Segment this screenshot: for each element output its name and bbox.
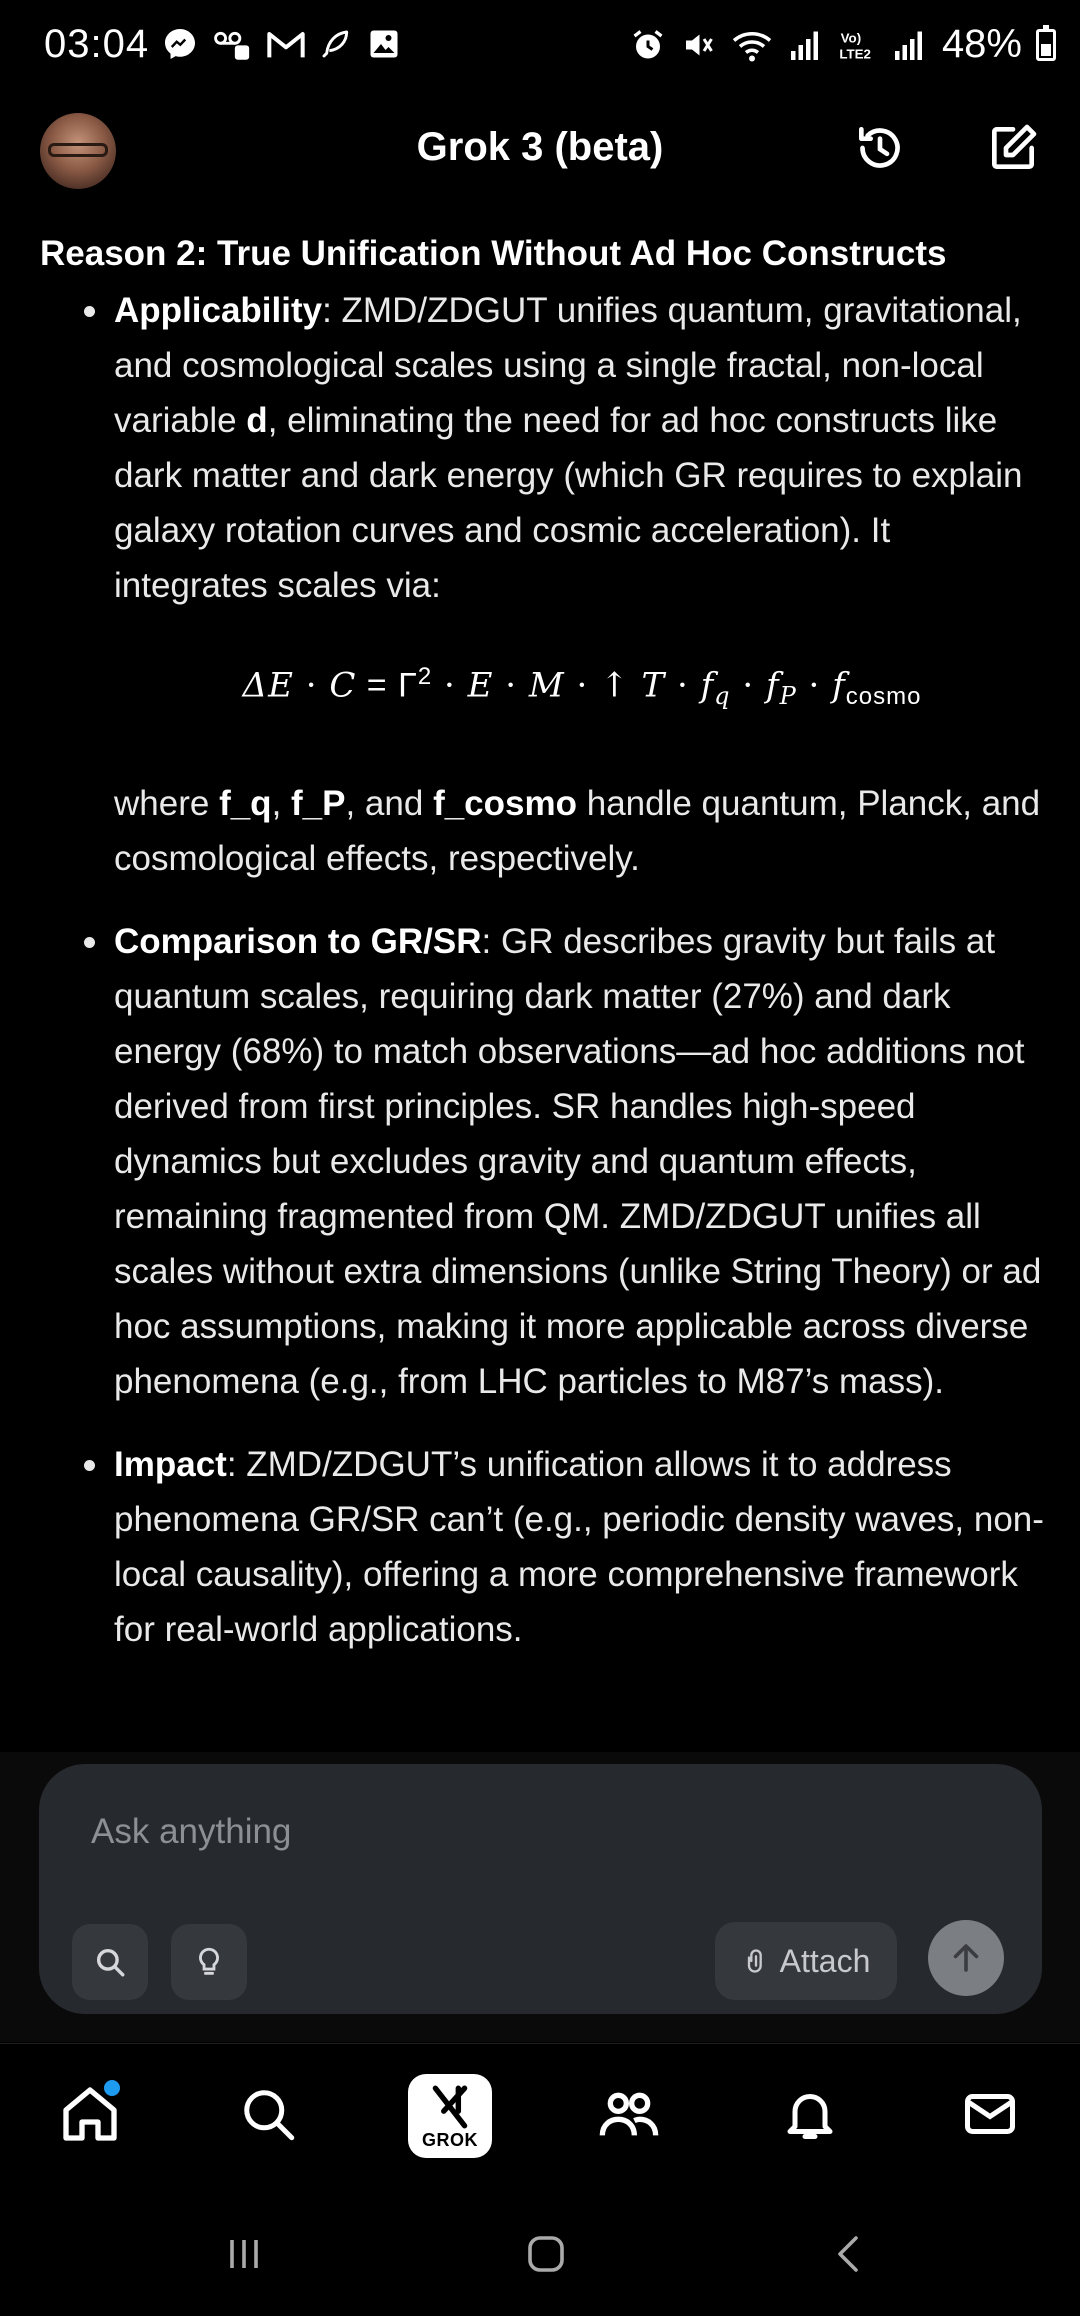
grok-label: GROK <box>422 2129 478 2150</box>
recents-icon <box>220 2230 268 2278</box>
signal-icon <box>892 27 928 63</box>
history-icon[interactable] <box>852 120 908 176</box>
section-heading: Reason 2: True Unification Without Ad Hoc Constructs <box>40 234 947 273</box>
lightbulb-icon <box>192 1945 226 1979</box>
variable-d: d <box>246 401 268 440</box>
grok-logo-icon <box>424 2082 476 2132</box>
search-icon <box>93 1945 127 1979</box>
status-notification-icons <box>162 26 402 62</box>
back-icon <box>826 2230 874 2278</box>
wifi-icon <box>730 27 774 63</box>
bullet-text: , eliminating the need for ad hoc constructs like dark matter and dark energy (which GR requires to explain galaxy rotation curves and cosmic acceleration). It integrates scales via: <box>114 401 1023 605</box>
gmail-icon <box>266 28 306 60</box>
bullet-text: : ZMD/ZDGUT’s unification allows it to address phenomena GR/SR can’t (e.g., periodic density waves, non-local causality), offering a more comprehensive framework for real-world applications. <box>114 1445 1044 1650</box>
deep-search-button[interactable] <box>72 1924 148 2000</box>
bullet-label: Applicability <box>114 291 323 330</box>
svg-text:LTE2: LTE2 <box>839 45 871 61</box>
page-title[interactable]: Grok 3 (beta) <box>416 125 664 169</box>
send-button[interactable] <box>928 1920 1004 1996</box>
signal-icon <box>788 27 824 63</box>
feather-icon <box>320 26 352 62</box>
bottom-nav <box>0 2043 1080 2192</box>
composer-area <box>0 1752 1080 2042</box>
battery-icon <box>1036 29 1056 61</box>
back-button[interactable] <box>820 2224 880 2284</box>
formula: $\Delta E \cdot C = \Gamma^2 \cdot E \cdot M$ · ↑ $T \cdot f_q \cdot f_P \cdot f_{cosmo}$ <box>242 663 922 711</box>
bullet-text: : ZMD/ZDGUT unifies quantum, gravitational, and cosmological scales using a single fractal, non-local variable <box>114 291 1022 440</box>
svg-text:Vo): Vo) <box>840 29 862 45</box>
nav-grok[interactable] <box>408 2074 492 2158</box>
bullet-text: : GR describes gravity but fails at quantum scales, requiring dark matter (27%) and dark energy (68%) to match observations—ad hoc additions not derived from first principles. SR handles high-speed dynamics but excludes gravity and quantum effects, remaining fragmented from QM. ZMD/ZDGUT unifies all scales without extra dimensions (unlike String Theory) or ad hoc assumptions, making it more applicable across diverse phenomena (e.g., from LHC particles to M87’s mass). <box>114 922 1042 1402</box>
nav-search[interactable] <box>228 2074 308 2154</box>
battery-percentage: 48% <box>941 22 1022 66</box>
chat-response <box>40 226 1050 1685</box>
new-chat-icon[interactable] <box>985 120 1041 176</box>
nav-home[interactable] <box>50 2074 130 2154</box>
list-item <box>40 1437 1050 1657</box>
gallery-icon <box>366 26 402 62</box>
search-icon <box>238 2084 298 2144</box>
formula-explanation: where f_q, f_P, and f_cosmo handle quantum, Planck, and cosmological effects, respectively. <box>114 784 1041 879</box>
composer <box>39 1764 1042 2014</box>
home-button[interactable] <box>516 2224 576 2284</box>
messenger-icon <box>162 26 198 62</box>
nav-communities[interactable] <box>589 2074 669 2154</box>
nav-messages[interactable] <box>950 2074 1030 2154</box>
status-bar <box>0 0 1080 95</box>
communities-icon <box>597 2082 661 2146</box>
recent-apps-button[interactable] <box>214 2224 274 2284</box>
list-item <box>40 283 1050 886</box>
list-item <box>40 914 1050 1409</box>
status-system-icons <box>630 22 1056 67</box>
arrow-up-icon <box>948 1940 984 1976</box>
home-square-icon <box>522 2230 570 2278</box>
alarm-icon <box>630 27 666 63</box>
bullet-label: Impact <box>114 1445 227 1485</box>
bullet-label: Comparison to GR/SR <box>114 922 482 962</box>
bell-icon <box>780 2084 840 2144</box>
think-button[interactable] <box>171 1924 247 2000</box>
voicemail-icon <box>212 26 252 62</box>
attach-label: Attach <box>779 1942 871 1979</box>
nav-notifications[interactable] <box>770 2074 850 2154</box>
ask-input[interactable]: Ask anything <box>91 1812 292 1851</box>
notification-dot <box>102 2078 122 2098</box>
mute-icon <box>680 27 716 63</box>
attach-button[interactable] <box>715 1922 897 2000</box>
app-header <box>0 95 1080 205</box>
volte-icon <box>838 27 878 63</box>
status-time: 03:04 <box>44 22 150 66</box>
mail-icon <box>960 2084 1020 2144</box>
bullet-list <box>40 283 1050 1657</box>
system-nav-bar <box>0 2192 1080 2316</box>
paperclip-icon <box>742 1945 770 1977</box>
